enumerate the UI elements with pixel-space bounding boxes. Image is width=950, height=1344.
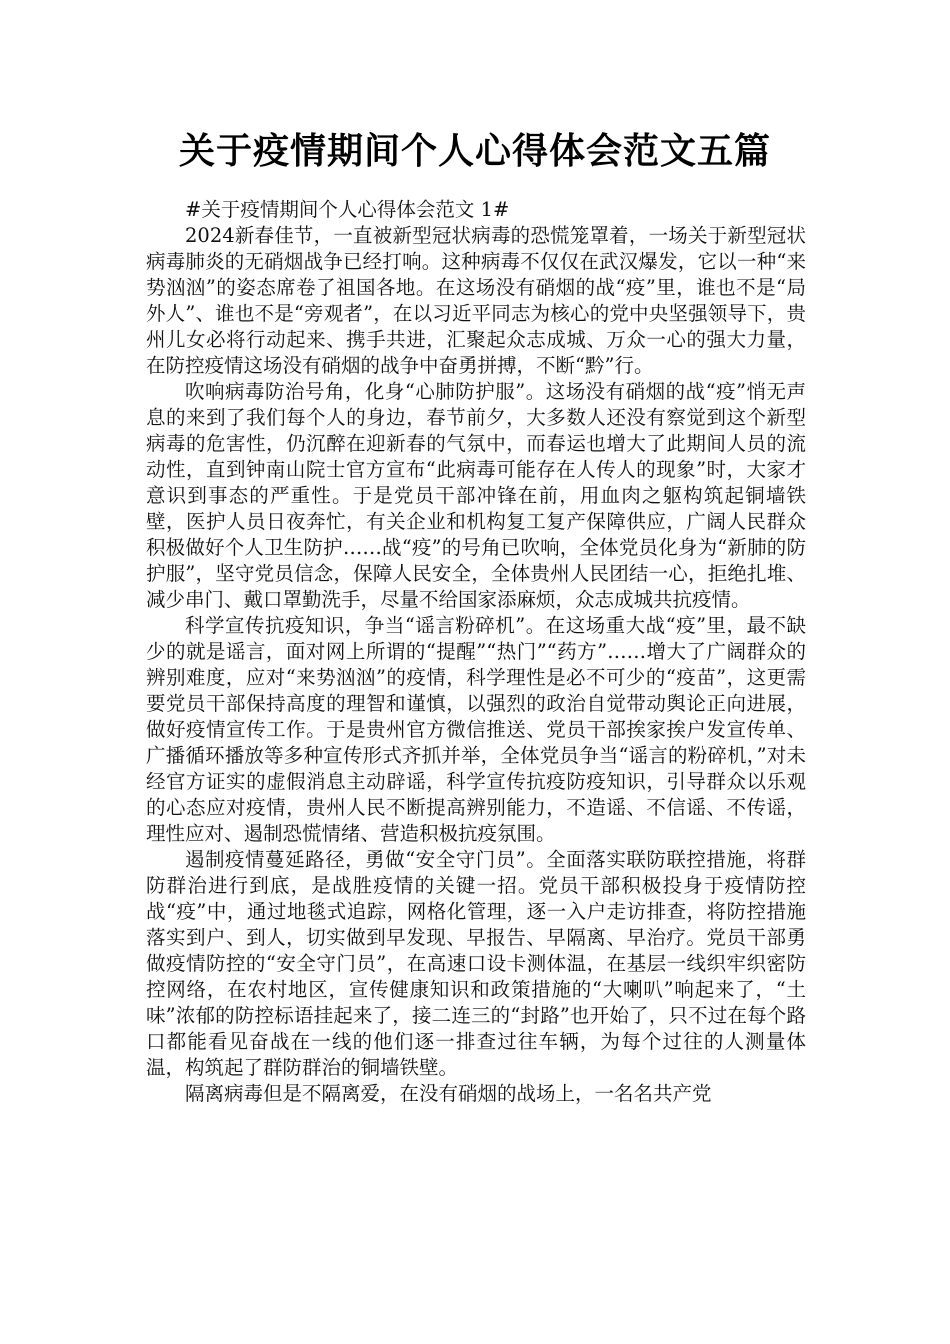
paragraph-1: 2024新春佳节，一直被新型冠状病毒的恐慌笼罩着，一场关于新型冠状病毒肺炎的无硝烟战争已经打响。这种病毒不仅仅在武汉爆发，它以一种“来势汹汹”的姿态席卷了祖国各地。在这场没有硝烟的战“疫”里，谁也不是“局外人”、谁也不是“旁观者”，在以习近平同志为核心的党中央坚强领导下，贵州儿女必将行动起来、携手共进，汇聚起众志成城、万众一心的强大力量，在防控疫情这场没有硝烟的战争中奋勇拼搏，不断“黔”行。 xyxy=(146,224,806,377)
document-title: 关于疫情期间个人心得体会范文五篇 xyxy=(178,131,771,172)
section-heading: #关于疫情期间个人心得体会范文 1# xyxy=(185,198,510,221)
paragraph-3: 科学宣传抗疫知识，争当“谣言粉碎机”。在这场重大战“疫”里，最不缺少的就是谣言，面对网上所谓的“提醒”“热门”“药方”……增大了广阔群众的辨别难度，应对“来势汹汹”的疫情，科学理性是必不可少的“疫苗”，这更需要党员干部保持高度的理智和谨慎，以强烈的政治自觉带动舆论正向进展，做好疫情宣传工作。于是贵州官方微信推送、党员干部挨家挨户发宣传单、广播循环播放等多种宣传形式齐抓并举，全体党员争当“谣言的粉碎机，”对未经官方证实的虚假消息主动辟谣，科学宣传抗疫防疫知识，引导群众以乐观的心态应对疫情，贵州人民不断提高辨别能力，不造谣、不信谣、不传谣，理性应对、遏制恐慌情绪、营造积极抗疫氛围。 xyxy=(146,614,806,845)
paragraph-2: 吹响病毒防治号角，化身“心肺防护服”。这场没有硝烟的战“疫”悄无声息的来到了我们每个人的身边，春节前夕，大多数人还没有察觉到这个新型病毒的危害性，仍沉醉在迎新春的气氛中，而春运也增大了此期间人员的流动性，直到钟南山院士官方宣布“此病毒可能存在人传人的现象”时，大家才意识到事态的严重性。于是党员干部冲锋在前，用血肉之躯构筑起铜墙铁壁，医护人员日夜奔忙，有关企业和机构复工复产保障供应，广阔人民群众积极做好个人卫生防护……战“疫”的号角已吹响，全体党员化身为“新肺的防护服”，坚守党员信念，保障人民安全，全体贵州人民团结一心，拒绝扎堆、减少串门、戴口罩勤洗手，尽量不给国家添麻烦，众志成城共抗疫情。 xyxy=(146,380,806,611)
paragraph-5: 隔离病毒但是不隔离爱，在没有硝烟的战场上，一名名共产党 xyxy=(185,1082,712,1105)
document-body xyxy=(146,197,806,1107)
paragraph-4: 遏制疫情蔓延路径，勇做“安全守门员”。全面落实联防联控措施，将群防群治进行到底，是战胜疫情的关键一招。党员干部积极投身于疫情防控战“疫”中，通过地毯式追踪，网格化管理，逐一入户走访排查，将防控措施落实到户、到人，切实做到早发现、早报告、早隔离、早治疗。党员干部勇做疫情防控的“安全守门员”，在高速口设卡测体温，在基层一线织牢织密防控网络，在农村地区，宣传健康知识和政策措施的“大喇叭”响起来了，“土味”浓郁的防控标语挂起来了，接二连三的“封路”也开始了，只不过在每个路口都能看见奋战在一线的他们逐一排查过往车辆，为每个过往的人测量体温，构筑起了群防群治的铜墙铁壁。 xyxy=(146,848,806,1079)
